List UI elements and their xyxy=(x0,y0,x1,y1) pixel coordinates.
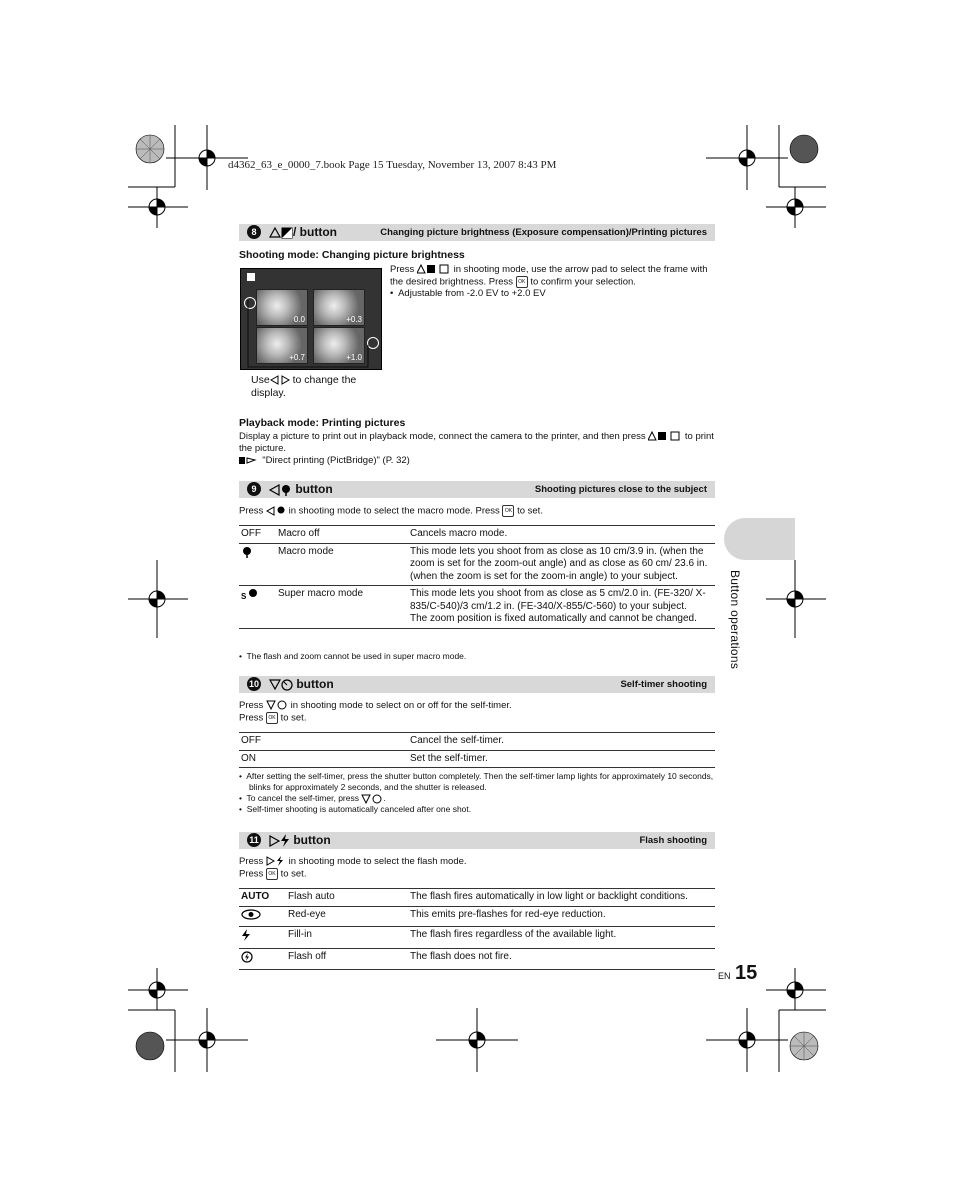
mode-code: OFF xyxy=(239,526,276,544)
thumb-0[interactable]: 0.0 xyxy=(256,289,308,326)
left-triangle-icon xyxy=(269,484,280,496)
ok-icon: OK xyxy=(266,712,278,724)
ev-range-bullet: • Adjustable from -2.0 EV to +2.0 EV xyxy=(390,288,546,299)
shooting-heading: Shooting mode: Changing picture brightness xyxy=(239,249,465,261)
flash-desc: The flash fires automatically in low light or backlight conditions. xyxy=(408,889,715,907)
flash-desc: The flash does not fire. xyxy=(408,948,715,970)
mode-name: Macro mode xyxy=(276,543,408,586)
flash-table xyxy=(239,888,715,970)
red-eye-icon xyxy=(241,909,261,920)
macro-flower-icon xyxy=(280,484,292,496)
exposure-icon xyxy=(281,227,293,239)
mode-code xyxy=(239,543,276,586)
setting-desc: Cancel the self-timer. xyxy=(408,733,715,751)
flash-off-icon xyxy=(241,951,253,963)
table-row[interactable] xyxy=(239,733,715,751)
macro-table xyxy=(239,525,715,629)
flash-code xyxy=(239,948,286,970)
section-number: 11 xyxy=(247,833,261,847)
table-row[interactable] xyxy=(239,526,715,544)
section-9-header xyxy=(239,481,715,498)
section-description: Changing picture brightness (Exposure compensation)/Printing pictures xyxy=(380,227,707,238)
left-right-arrows-icon xyxy=(270,375,290,385)
chapter-tab xyxy=(724,518,795,560)
section-number: 8 xyxy=(247,225,261,239)
flash-code xyxy=(239,906,286,927)
ok-icon: OK xyxy=(266,868,278,880)
reference-icon xyxy=(239,456,257,465)
callout-lines xyxy=(243,295,373,375)
fill-in-flash-icon xyxy=(241,929,251,941)
flash-intro: Press in shooting mode to select the flash mode. Press OK to set. xyxy=(239,856,467,880)
playback-heading: Playback mode: Printing pictures xyxy=(239,417,406,429)
mode-desc: Cancels macro mode. xyxy=(408,526,715,544)
down-selftimer-icon xyxy=(266,700,288,710)
ok-icon: OK xyxy=(516,276,528,288)
setting-code: OFF xyxy=(239,733,408,751)
display-caption: Use to change the display. xyxy=(251,374,357,399)
selftimer-intro: Press in shooting mode to select on or off for the self-timer. Press OK to set. xyxy=(239,700,512,724)
thumb-3[interactable]: +1.0 xyxy=(313,327,365,364)
right-flash-icon xyxy=(266,856,286,866)
section-title: button xyxy=(269,481,333,498)
macro-intro: Press in shooting mode to select the macro mode. Press OK to set. xyxy=(239,505,543,517)
flash-name: Flash auto xyxy=(286,889,408,907)
selftimer-table xyxy=(239,732,715,768)
table-row[interactable] xyxy=(239,927,715,949)
mode-name: Super macro mode xyxy=(276,586,408,629)
flash-name: Fill-in xyxy=(286,927,408,949)
section-description: Self-timer shooting xyxy=(620,679,707,690)
file-info-line: d4362_63_e_0000_7.book Page 15 Tuesday, November 13, 2007 8:43 PM xyxy=(228,159,557,171)
setting-desc: Set the self-timer. xyxy=(408,750,715,768)
up-triangle-icon xyxy=(269,227,281,238)
shooting-instructions: Press in shooting mode, use the arrow pad to select the frame with the desired brightness. Press OK to confirm your selection. xyxy=(390,264,708,288)
table-row[interactable] xyxy=(239,906,715,927)
flash-code: AUTO xyxy=(239,889,286,907)
flash-desc: The flash fires regardless of the available light. xyxy=(408,927,715,949)
section-title: / button xyxy=(269,224,337,241)
mode-desc: This mode lets you shoot from as close as 10 cm/3.9 in. (when the zoom is set for the zoom-out angle) and as close as 60 cm/ 23.6 in. (when the zoom is set for the zoom-in angle) to your subject. xyxy=(408,543,715,586)
page-number: EN 15 xyxy=(718,962,758,984)
exposure-icon xyxy=(247,273,255,281)
section-10-header xyxy=(239,676,715,693)
section-description: Flash shooting xyxy=(639,835,707,846)
table-row[interactable] xyxy=(239,543,715,586)
section-title: button xyxy=(269,832,331,849)
down-triangle-icon xyxy=(269,679,281,690)
down-selftimer-icon xyxy=(361,794,383,804)
flash-icon xyxy=(280,834,290,847)
section-description: Shooting pictures close to the subject xyxy=(534,484,707,495)
super-macro-icon xyxy=(241,588,259,600)
svg-text:S: S xyxy=(241,592,247,600)
table-row[interactable] xyxy=(239,948,715,970)
up-exposure-print-icon xyxy=(648,431,682,441)
setting-code: ON xyxy=(239,750,408,768)
up-exposure-print-icon xyxy=(417,264,451,274)
flash-name: Flash off xyxy=(286,948,408,970)
macro-flower-icon xyxy=(241,546,253,558)
thumb-1[interactable]: +0.3 xyxy=(313,289,365,326)
table-row[interactable] xyxy=(239,750,715,768)
reference-link[interactable]: "Direct printing (PictBridge)" (P. 32) xyxy=(239,455,410,467)
table-row[interactable] xyxy=(239,586,715,629)
flash-desc: This emits pre-flashes for red-eye reduction. xyxy=(408,906,715,927)
flash-code xyxy=(239,927,286,949)
chapter-label: Button operations xyxy=(728,570,742,670)
flash-name: Red-eye xyxy=(286,906,408,927)
thumb-2[interactable]: +0.7 xyxy=(256,327,308,364)
table-row[interactable] xyxy=(239,889,715,907)
macro-note: • The flash and zoom cannot be used in super macro mode. xyxy=(239,651,467,661)
ok-icon: OK xyxy=(502,505,514,517)
playback-instructions: Display a picture to print out in playback mode, connect the camera to the printer, and then press to print the picture. xyxy=(239,431,714,454)
section-number: 10 xyxy=(248,679,259,689)
self-timer-icon xyxy=(281,679,293,691)
mode-code xyxy=(239,586,276,629)
section-number: 9 xyxy=(247,482,261,496)
section-8-header xyxy=(239,224,715,241)
mode-desc: This mode lets you shoot from as close as 5 cm/2.0 in. (FE-320/ X-835/C-540)/3 cm/1.2 in. (FE-340/X-855/C-560) to your subject. The zoom position is fixed automatically and cannot be changed. xyxy=(408,586,715,629)
right-triangle-icon xyxy=(269,835,280,847)
mode-name: Macro off xyxy=(276,526,408,544)
section-11-header xyxy=(239,832,715,849)
left-macro-icon xyxy=(266,506,286,516)
section-title: button xyxy=(269,676,334,693)
selftimer-notes: • After setting the self-timer, press the shutter button completely. Then the self-timer lamp lights for approximately 10 seconds, blinks for approximately 2 seconds, and the shutter is released. • To cancel the self-timer, press . • Self-timer shooting is automatically canceled after one shot. xyxy=(239,771,714,814)
